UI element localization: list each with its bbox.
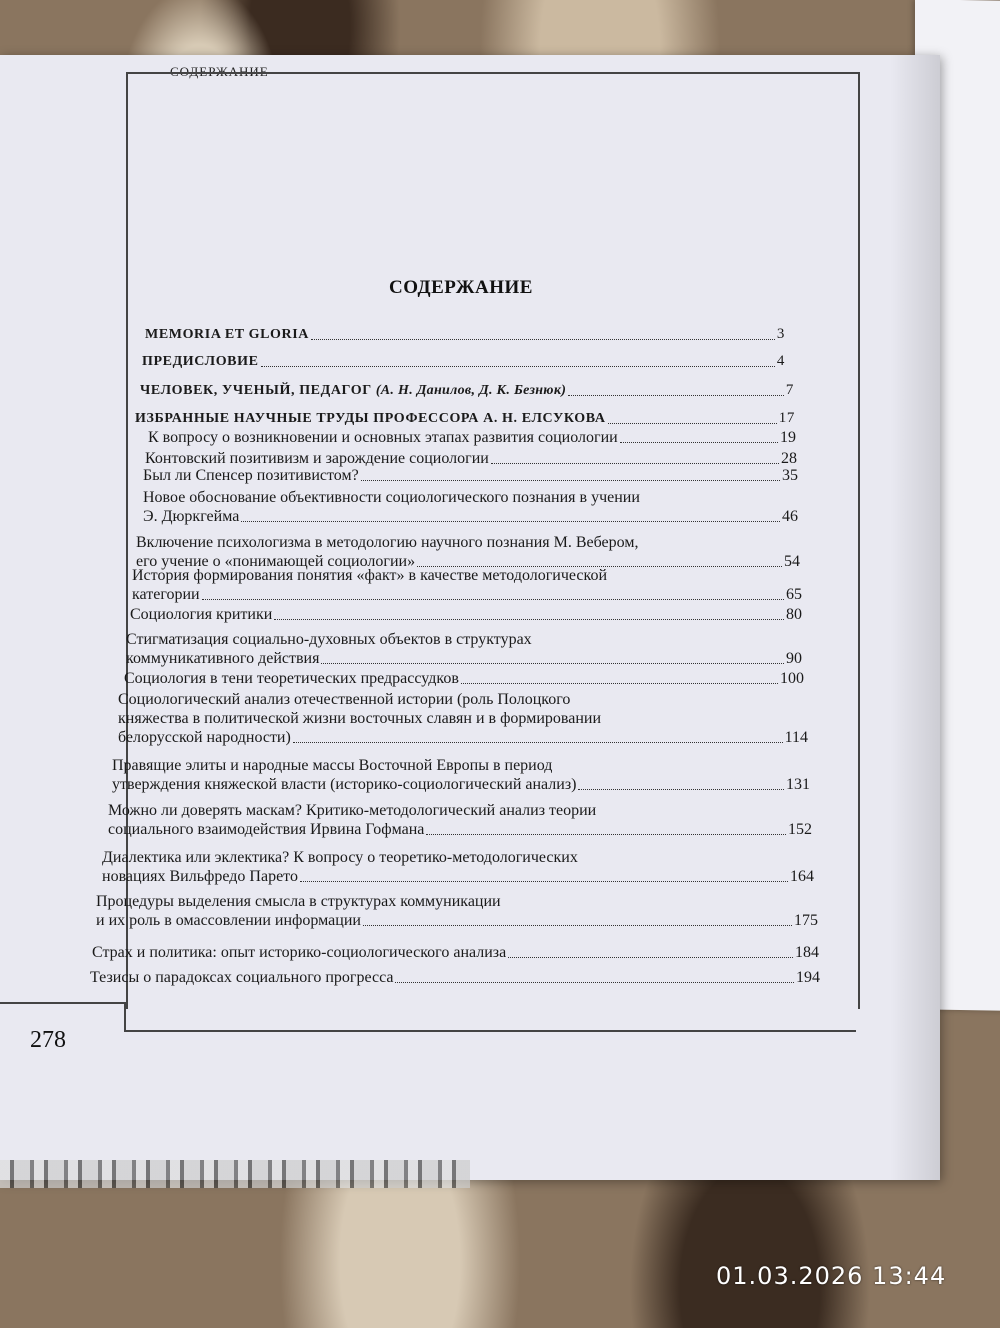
toc-entry (130, 605, 802, 624)
entry-title: MEMORIA ET GLORIA (145, 327, 309, 342)
entry-title: Был ли Спенсер позитивистом? (143, 467, 359, 484)
entry-page: 131 (786, 776, 810, 793)
entry-authors: (А. Н. Данилов, Д. К. Безнюк) (375, 383, 567, 398)
toc-entry (124, 669, 804, 688)
photo-timestamp: 01.03.2026 13:44 (716, 1262, 947, 1290)
entry-title: его учение о «понимающей социологии» (136, 553, 416, 570)
entry-page: 28 (781, 450, 797, 467)
dot-leader (620, 442, 778, 443)
entry-page: 164 (790, 868, 814, 885)
dot-leader (300, 881, 788, 882)
entry-title: Социология в тени теоретических предрассудков (124, 670, 459, 687)
toc-entry (135, 409, 795, 428)
dot-leader (311, 339, 775, 340)
dot-leader (508, 957, 793, 958)
entry-page: 46 (782, 508, 798, 525)
page-number: 278 (30, 1027, 66, 1053)
toc-entry (142, 352, 785, 371)
entry-line: Социологический анализ отечественной истории (роль Полоцкого (118, 691, 571, 708)
toc-entry (132, 566, 802, 604)
entry-page: 175 (794, 912, 818, 929)
toc-entry (140, 381, 794, 400)
entry-page: 194 (796, 969, 820, 986)
toc-entry (112, 756, 810, 794)
entry-line: История формирования понятия «факт» в качестве методологической (132, 567, 608, 584)
entry-page: 35 (782, 467, 798, 484)
dot-leader (363, 925, 792, 926)
entry-title: коммуникативного действия (126, 650, 320, 667)
entry-page: 80 (786, 606, 802, 623)
entry-line: Включение психологизма в методологию научного познания М. Вебером, (136, 534, 639, 551)
toc-entry (108, 801, 812, 839)
dot-leader (321, 663, 784, 664)
dot-leader (461, 683, 778, 684)
book-edge (0, 1160, 470, 1188)
dot-leader (426, 834, 786, 835)
dot-leader (361, 480, 780, 481)
entry-title: категории (132, 586, 200, 603)
entry-title: Социология критики (130, 606, 273, 623)
entry-line: Можно ли доверять маскам? Критико-методологический анализ теории (108, 802, 597, 819)
entry-line: Новое обоснование объективности социологического познания в учении (143, 489, 640, 506)
entry-title: ИЗБРАННЫЕ НАУЧНЫЕ ТРУДЫ ПРОФЕССОРА А. Н. ЕЛСУКОВА (135, 411, 606, 426)
entry-page: 90 (786, 650, 802, 667)
entry-page: 4 (776, 353, 785, 369)
entry-title: социального взаимодействия Ирвина Гофмана (108, 821, 425, 838)
entry-line: Процедуры выделения смысла в структурах коммуникации (96, 893, 501, 910)
toc-title: СОДЕРЖАНИЕ (389, 277, 533, 298)
entry-page: 65 (786, 586, 802, 603)
entry-title: К вопросу о возникновении и основных этапах развития социологии (148, 429, 618, 446)
entry-page: 54 (784, 553, 800, 570)
entry-title: белорусской народности) (118, 729, 291, 746)
entry-title: Э. Дюркгейма (143, 508, 240, 525)
toc-entry (145, 325, 785, 344)
dot-leader (578, 789, 784, 790)
toc-entry (143, 466, 798, 485)
entry-page: 3 (776, 326, 785, 342)
entry-page: 114 (784, 729, 808, 746)
entry-page: 184 (795, 944, 819, 961)
entry-title: утверждения княжеской власти (историко-социологический анализ) (112, 776, 577, 793)
dot-leader (202, 599, 784, 600)
entry-page: 7 (785, 382, 794, 398)
running-head: СОДЕРЖАНИЕ (170, 64, 269, 79)
dot-leader (608, 423, 777, 424)
dot-leader (491, 463, 779, 464)
entry-title: ПРЕДИСЛОВИЕ (142, 354, 259, 369)
toc-entry (126, 630, 802, 668)
entry-line: Стигматизация социально-духовных объектов в структурах (126, 631, 532, 648)
entry-title: Тезисы о парадоксах социального прогресса (90, 969, 394, 986)
toc-entry (148, 428, 796, 447)
entry-page: 152 (788, 821, 812, 838)
toc-entry (118, 690, 808, 747)
entry-title: ЧЕЛОВЕК, УЧЕНЫЙ, ПЕДАГОГ (140, 383, 372, 398)
dot-leader (241, 521, 780, 522)
toc-entry (96, 892, 818, 930)
dot-leader (395, 982, 794, 983)
entry-page: 19 (780, 429, 796, 446)
dot-leader (274, 619, 784, 620)
entry-line: Правящие элиты и народные массы Восточной Европы в период (112, 757, 553, 774)
toc-entry (143, 488, 798, 526)
dot-leader (261, 366, 775, 367)
entry-title: новациях Вильфредо Парето (102, 868, 298, 885)
entry-line: Диалектика или эклектика? К вопросу о теоретико-методологических (102, 849, 578, 866)
dot-leader (568, 395, 784, 396)
entry-title: Страх и политика: опыт историко-социологического анализа (92, 944, 507, 961)
dot-leader (293, 742, 783, 743)
entry-title: Контовский позитивизм и зарождение социологии (145, 450, 489, 467)
toc-entry (92, 943, 819, 962)
entry-title: и их роль в омассовлении информации (96, 912, 361, 929)
toc-entry (90, 968, 820, 987)
entry-line: княжества в политической жизни восточных славян и в формировании (118, 710, 602, 727)
toc-entry (102, 848, 814, 886)
entry-page: 17 (778, 410, 795, 426)
entry-page: 100 (780, 670, 804, 687)
